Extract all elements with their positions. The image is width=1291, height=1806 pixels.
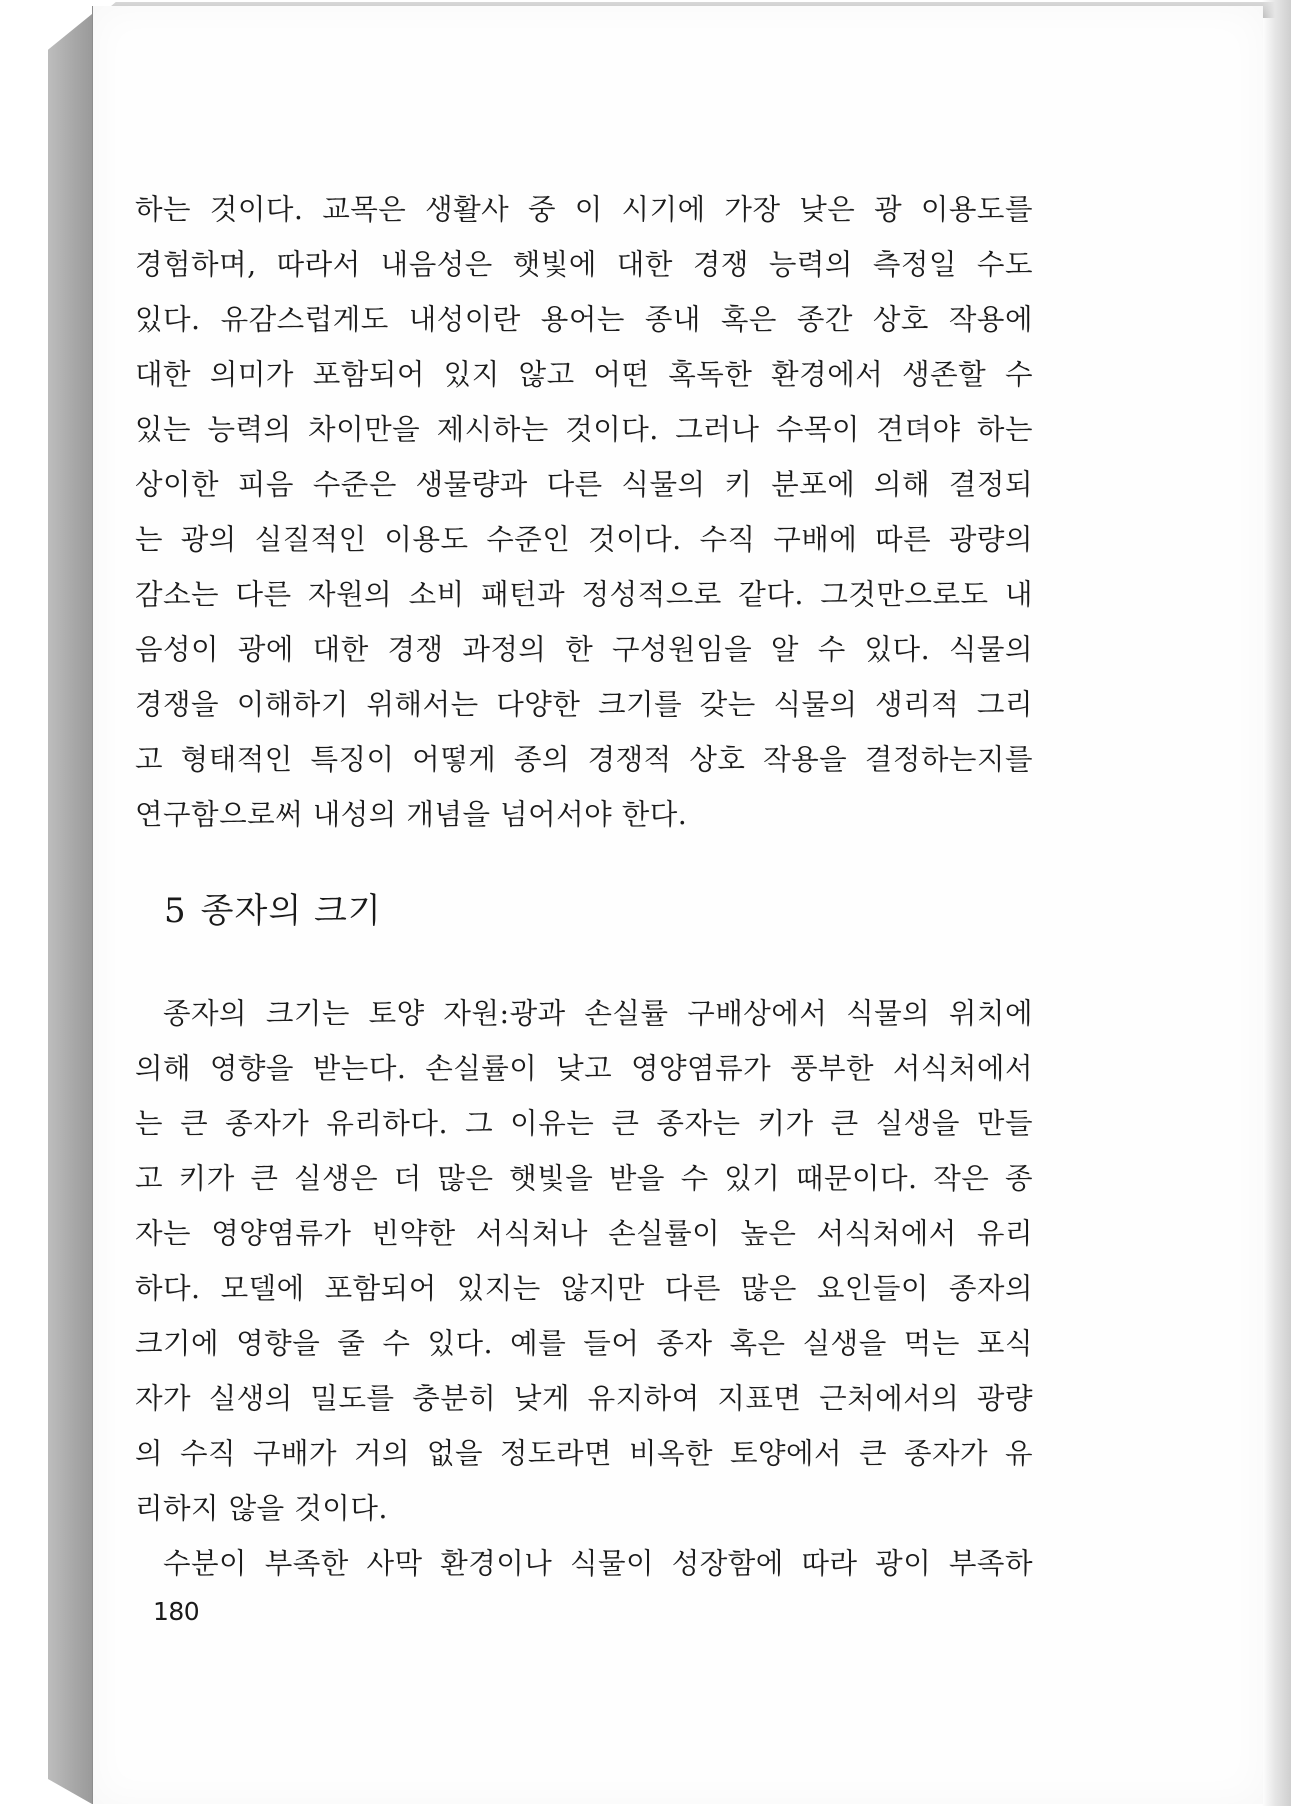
paragraph-seed-size [135,986,1033,1591]
page-number: 180 [153,1597,200,1626]
text-line: 수분이 부족한 사막 환경이나 식물이 성장함에 따라 광이 부족하 [163,1547,1033,1580]
text-line: 음성이 광에 대한 경쟁 과정의 한 구성원임을 알 수 있다. 식물의 [135,633,1033,666]
text-line: 하는 것이다. 교목은 생활사 중 이 시기에 가장 낮은 광 이용도를 [135,193,1033,226]
section-number: 5 [164,891,187,931]
text-line: 경험하며, 따라서 내음성은 햇빛에 대한 경쟁 능력의 측정일 수도 [135,248,1033,281]
text-line: 상이한 피음 수준은 생물량과 다른 식물의 키 분포에 의해 결정되 [135,468,1033,501]
text-line: 고 형태적인 특징이 어떻게 종의 경쟁적 상호 작용을 결정하는지를 [135,743,1033,776]
text-line: 는 큰 종자가 유리하다. 그 이유는 큰 종자는 키가 큰 실생을 만들 [135,1107,1033,1140]
book-spine [48,14,92,1804]
text-line: 고 키가 큰 실생은 더 많은 햇빛을 받을 수 있기 때문이다. 작은 종 [135,1162,1033,1195]
text-line: 연구함으로써 내성의 개념을 넘어서야 한다. [135,798,688,831]
section-title: 종자의 크기 [200,891,382,931]
text-line: 대한 의미가 포함되어 있지 않고 어떤 혹독한 환경에서 생존할 수 [135,358,1033,391]
text-line: 감소는 다른 자원의 소비 패턴과 정성적으로 같다. 그것만으로도 내 [135,578,1033,611]
text-line: 크기에 영향을 줄 수 있다. 예를 들어 종자 혹은 실생을 먹는 포식 [135,1327,1033,1360]
page-edge-shadow [1262,0,1291,1806]
text-line: 는 광의 실질적인 이용도 수준인 것이다. 수직 구배에 따른 광량의 [135,523,1033,556]
text-line: 경쟁을 이해하기 위해서는 다양한 크기를 갖는 식물의 생리적 그리 [135,688,1033,721]
text-line: 있다. 유감스럽게도 내성이란 용어는 종내 혹은 종간 상호 작용에 [135,303,1033,336]
text-line: 하다. 모델에 포함되어 있지는 않지만 다른 많은 요인들이 종자의 [135,1272,1033,1305]
text-line: 종자의 크기는 토양 자원:광과 손실률 구배상에서 식물의 위치에 [163,997,1033,1030]
text-line: 의 수직 구배가 거의 없을 정도라면 비옥한 토양에서 큰 종자가 유 [135,1437,1033,1470]
text-line: 리하지 않을 것이다. [135,1492,388,1525]
text-line: 자는 영양염류가 빈약한 서식처나 손실률이 높은 서식처에서 유리 [135,1217,1033,1250]
text-line: 있는 능력의 차이만을 제시하는 것이다. 그러나 수목이 견뎌야 하는 [135,413,1033,446]
text-line: 자가 실생의 밀도를 충분히 낮게 유지하여 지표면 근처에서의 광량 [135,1382,1033,1415]
paragraph-continuation [135,182,1033,842]
section-heading [164,883,382,932]
text-line: 의해 영향을 받는다. 손실률이 낮고 영양염류가 풍부한 서식처에서 [135,1052,1033,1085]
